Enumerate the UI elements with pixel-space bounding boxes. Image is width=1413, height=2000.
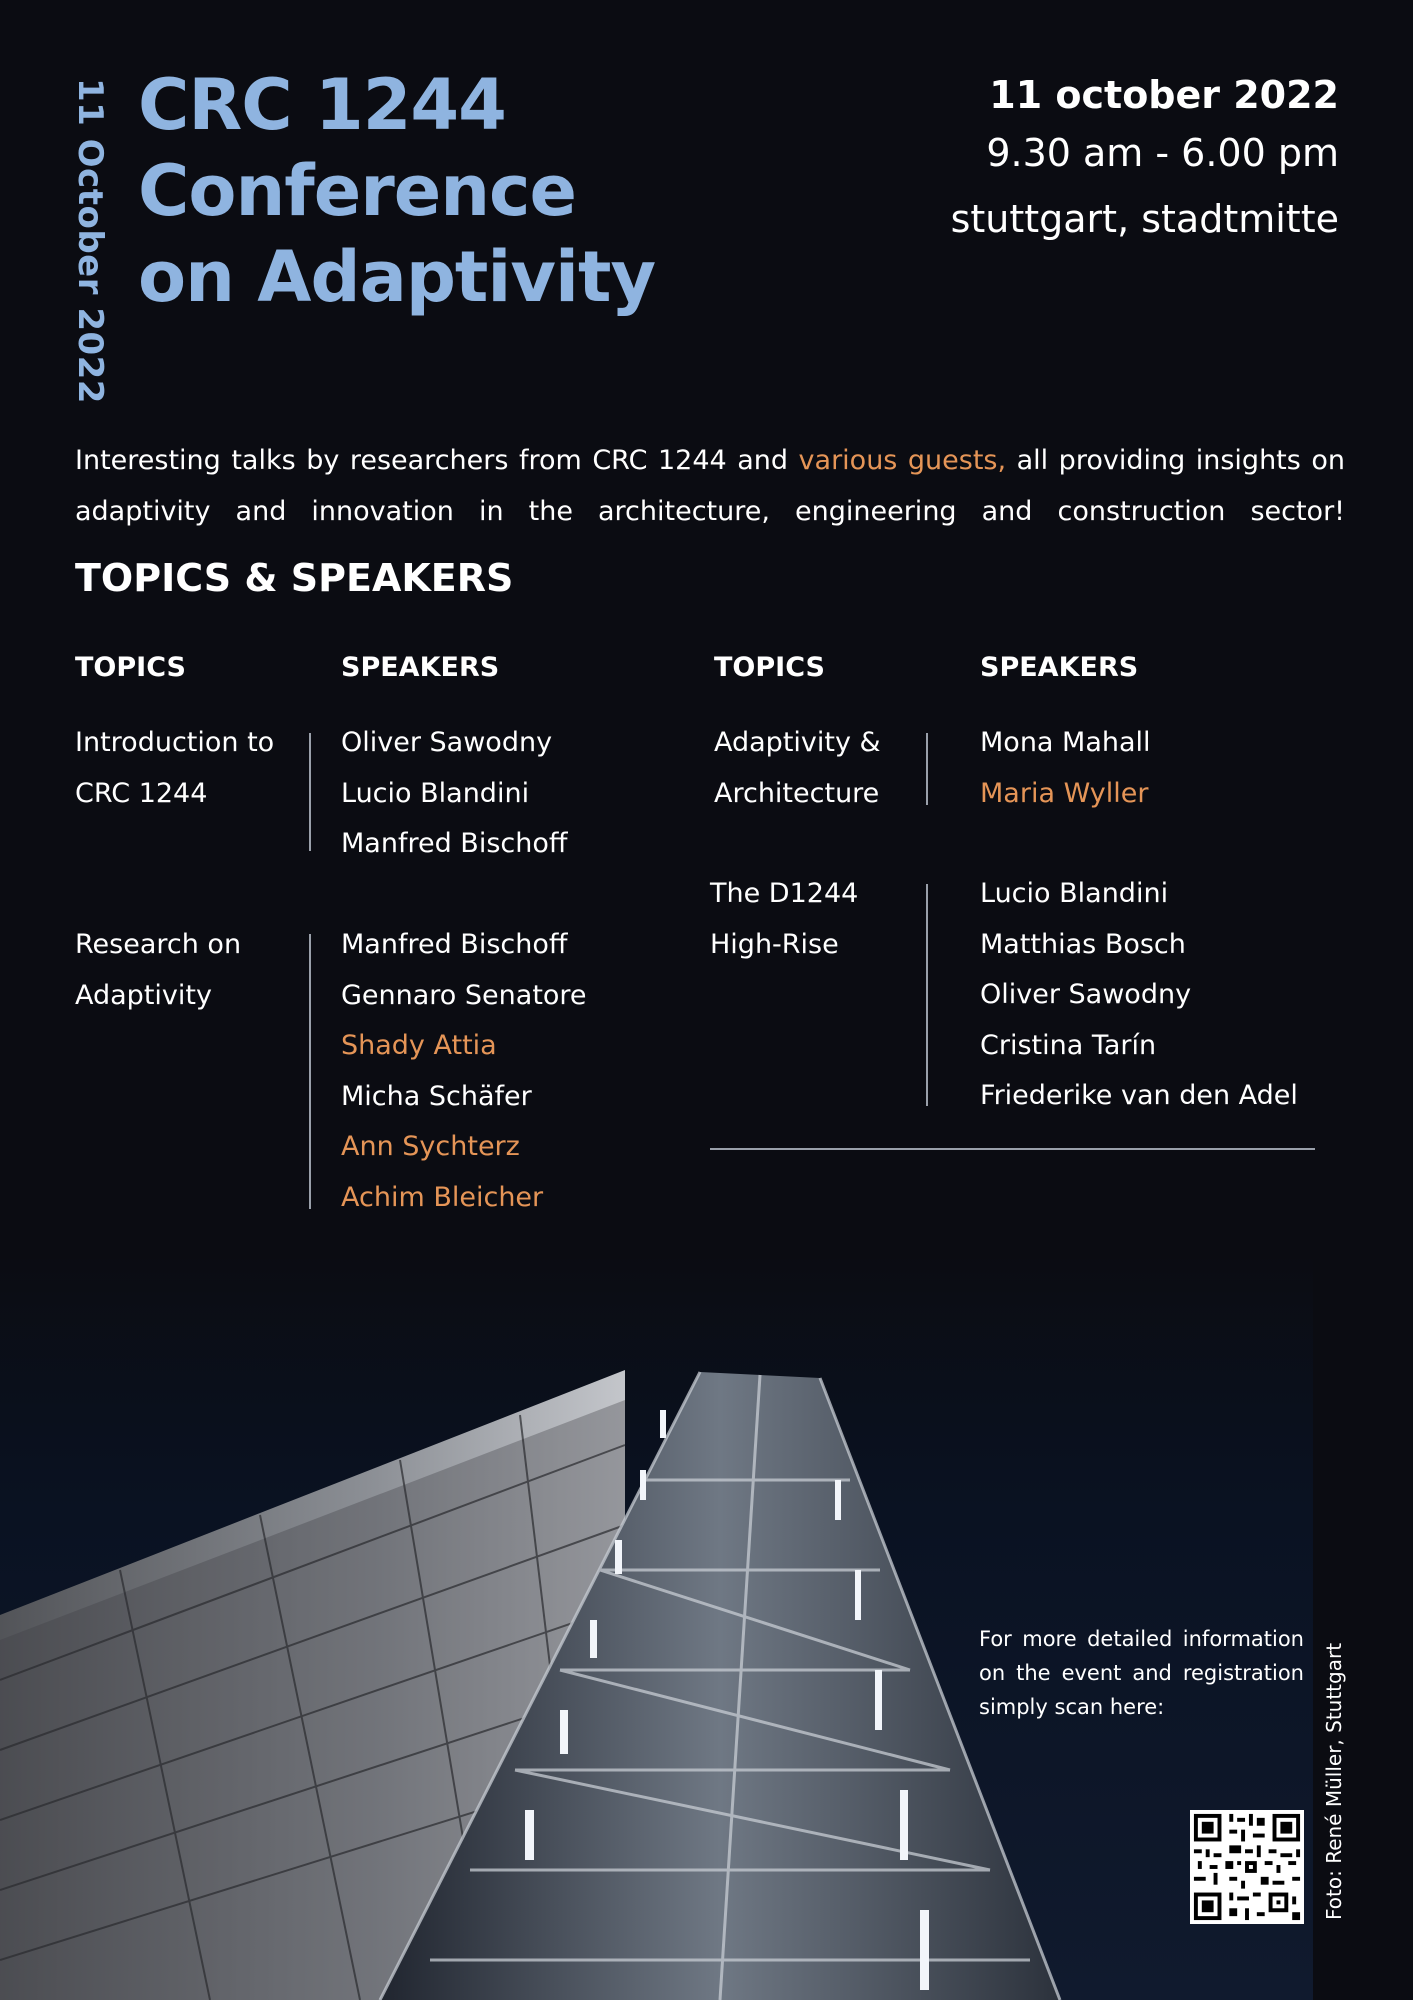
speaker-name: Manfred Bischoff — [341, 929, 568, 960]
topic-high-rise — [710, 869, 858, 970]
speaker-name: Manfred Bischoff — [341, 828, 568, 859]
guest-speaker-name: Shady Attia — [341, 1030, 497, 1061]
speakers-header-right: SPEAKERS — [980, 652, 1139, 683]
divider-line — [926, 733, 928, 805]
topic-introduction — [75, 718, 274, 819]
title-line: Conference — [138, 150, 577, 232]
speaker-list — [980, 869, 1298, 1122]
speaker-name: Oliver Sawodny — [980, 979, 1192, 1010]
speaker-name: Gennaro Senatore — [341, 979, 587, 1011]
topic-line: Architecture — [714, 777, 880, 809]
event-date: 11 october 2022 — [989, 73, 1339, 117]
title-line: on Adaptivity — [138, 236, 656, 318]
intro-highlight: various guests, — [798, 445, 1007, 476]
guest-speaker-name: Maria Wyller — [980, 777, 1149, 809]
topic-line: Research on — [75, 929, 242, 960]
divider-line — [926, 884, 928, 1106]
intro-text: Interesting talks by researchers from CRC 1244 and — [75, 445, 799, 476]
topic-line: Adaptivity — [75, 979, 212, 1011]
speaker-name: Matthias Bosch — [980, 928, 1186, 960]
topic-line: Adaptivity & — [714, 727, 881, 758]
event-location: stuttgart, stadtmitte — [950, 197, 1339, 241]
topic-line: Introduction to — [75, 727, 275, 758]
topic-line: High-Rise — [710, 928, 839, 960]
divider-line — [710, 1148, 1315, 1150]
topic-research — [75, 920, 241, 1021]
speaker-name: Lucio Blandini — [341, 777, 530, 809]
guest-speaker-name: Achim Bleicher — [341, 1181, 544, 1213]
vertical-date: 11 October 2022 — [70, 78, 110, 404]
title-line: CRC 1244 — [138, 64, 506, 146]
speaker-name: Lucio Blandini — [980, 878, 1169, 909]
guest-speaker-name: Ann Sychterz — [341, 1131, 520, 1162]
qr-instructions: For more detailed information on the event and registration simply scan here: — [979, 1627, 1304, 1719]
event-time: 9.30 am - 6.00 pm — [986, 131, 1339, 175]
topics-header-left: TOPICS — [75, 652, 186, 683]
divider-line — [309, 934, 311, 1209]
speaker-name: Micha Schäfer — [341, 1080, 532, 1112]
page-title — [138, 62, 655, 320]
divider-line — [309, 733, 311, 851]
speaker-name: Mona Mahall — [980, 727, 1151, 758]
topic-line: CRC 1244 — [75, 777, 208, 809]
speaker-name: Friederike van den Adel — [980, 1080, 1298, 1111]
speaker-name: Cristina Tarín — [980, 1029, 1157, 1061]
event-info — [951, 70, 1339, 252]
topic-architecture — [714, 718, 881, 819]
qr-code[interactable] — [1190, 1810, 1304, 1924]
intro-text: all providing insights on adaptivity and innovation in the architecture, engineering and construction sector! — [75, 445, 1345, 527]
topics-header-right: TOPICS — [714, 652, 825, 683]
speakers-header-left: SPEAKERS — [341, 652, 500, 683]
topic-line: The D1244 — [710, 878, 859, 909]
speaker-list — [341, 920, 587, 1223]
section-heading: TOPICS & SPEAKERS — [75, 556, 514, 600]
photo-credit: Foto: René Müller, Stuttgart — [1322, 1642, 1346, 1920]
intro-paragraph — [75, 435, 1345, 537]
speaker-name: Oliver Sawodny — [341, 727, 553, 758]
speaker-list — [341, 718, 567, 870]
speaker-list — [980, 718, 1151, 819]
